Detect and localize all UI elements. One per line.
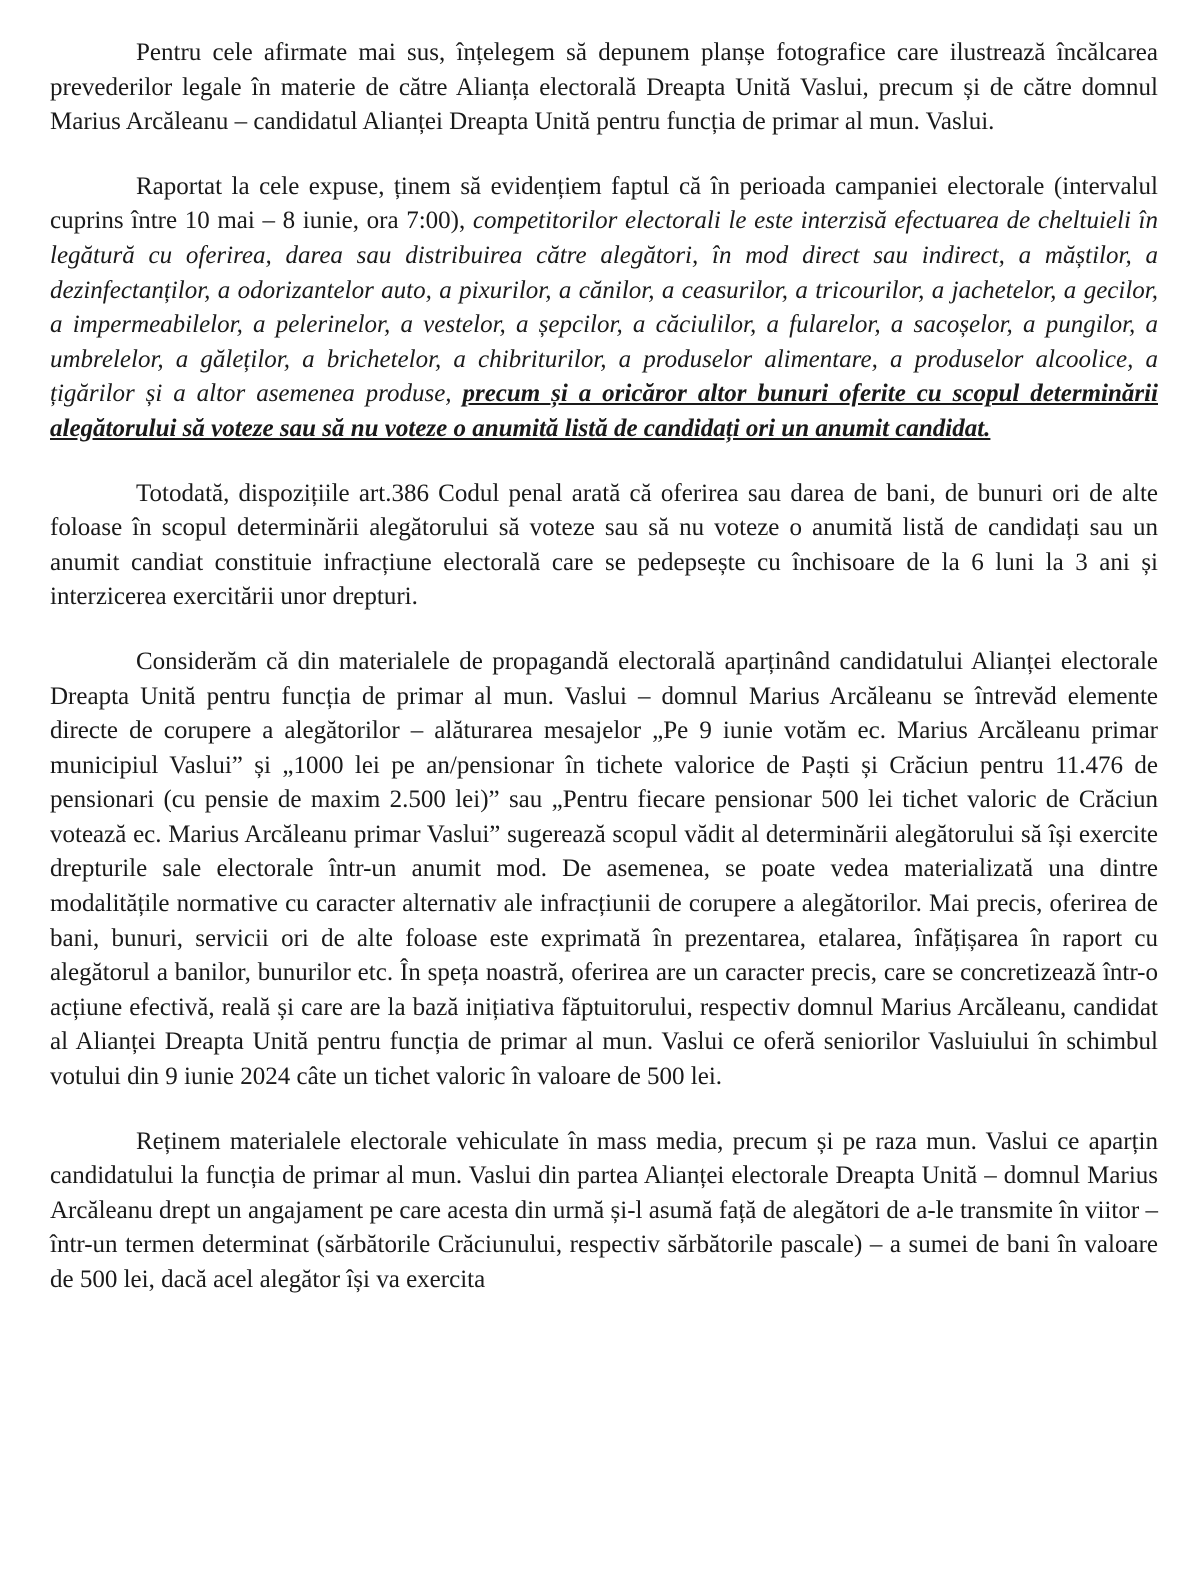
paragraph-2-italic-quote: competitorilor electorali le este interzisă efectuarea de cheltuieli în legătură cu oferirea, darea sau distribuirea către alegători, în mod direct sau indirect, a măștilor, a dezinfectanților, a odorizantelor auto, a pixurilor, a cănilor, a ceasurilor, a tricourilor, a jachetelor, a gecilor, a impermeabilelor, a pelerinelor, a vestelor, a șepcilor, a căciulilor, a fularelor, a sacoșelor, a pungilor, a umbrelelor, a găleților, a brichetelor, a chibriturilor, a produselor alimentare, a produselor alcoolice, a țigărilor și a altor asemenea produse, — [50, 207, 1159, 408]
paragraph-2-emphasis: precum și a oricăror altor bunuri oferite cu scopul determinării alegătorului să voteze sau să nu voteze o anumită listă de candidați ori un anumit candidat. — [50, 380, 1158, 442]
paragraph-1: Pentru cele afirmate mai sus, înțelegem să depunem planșe fotografice care ilustrează încălcarea prevederilor legale în materie de către Alianța electorală Dreapta Unită Vaslui, precum și de către domnul Marius Arcăleanu – candidatul Alianței Dreapta Unită pentru funcția de primar al mun. Vaslui. — [50, 39, 1158, 136]
paragraph-4: Considerăm că din materialele de propagandă electorală aparținând candidatului Alianței electorale Dreapta Unită pentru funcția de primar al mun. Vaslui – domnul Marius Arcăleanu se întrevăd elemente directe de corupere a alegătorilor – alăturarea mesajelor „Pe 9 iunie votăm ec. Marius Arcăleanu primar municipiul Vaslui” și „1000 lei pe an/pensionar în tichete valorice de Paști și Crăciun pentru 11.476 de pensionari (cu pensie de maxim 2.500 lei)” sau „Pentru fiecare pensionar 500 lei tichet valoric de Crăciun votează ec. Marius Arcăleanu primar Vaslui” sugerează scopul vădit al determinării alegătorului să își exercite drepturile sale electorale într-un anumit mod. De asemenea, se poate vedea materializată una dintre modalitățile normative cu caracter alternativ ale infracțiunii de corupere a alegătorilor. Mai precis, oferirea de bani, bunuri, servicii ori de alte foloase este exprimată în prezentarea, etalarea, înfățișarea în raport cu alegătorul a banilor, bunurilor etc. În speța noastră, oferirea are un caracter precis, care se concretizează într-o acțiune efectivă, reală și care are la bază inițiativa făptuitorului, respectiv domnul Marius Arcăleanu, candidat al Alianței Dreapta Unită pentru funcția de primar al mun. Vaslui ce oferă seniorilor Vasluiului în schimbul votului din 9 iunie 2024 câte un tichet valoric în valoare de 500 lei. — [50, 647, 1158, 1091]
paragraph-2 — [50, 170, 1158, 447]
paragraph-3: Totodată, dispozițiile art.386 Codul penal arată că oferirea sau darea de bani, de bunuri ori de alte foloase în scopul determinării alegătorului să voteze sau să nu voteze o anumită listă de candidați sau un anumit candiat constituie infracțiune electorală care se pedepsește cu închisoare de la 6 luni la 3 ani și interzicerea exercitării unor drepturi. — [50, 479, 1158, 611]
paragraph-5: Reținem materialele electorale vehiculate în mass media, precum și pe raza mun. Vaslui ce aparțin candidatului la funcția de primar al mun. Vaslui din partea Alianței electorale Dreapta Unită – domnul Marius Arcăleanu drept un angajament pe care acesta din urmă și-l asumă față de alegători de a-le transmite în viitor – într-un termen determinat (sărbătorile Crăciunului, respectiv sărbătorile pascale) – a sumei de bani în valoare de 500 lei, dacă acel alegător își va exercita — [50, 1127, 1158, 1293]
paragraph-2-intro: Raportat la cele expuse, ținem să evidențiem faptul că în perioada campaniei electorale (intervalul cuprins între 10 mai – 8 iunie, ora 7:00), — [50, 172, 1158, 235]
